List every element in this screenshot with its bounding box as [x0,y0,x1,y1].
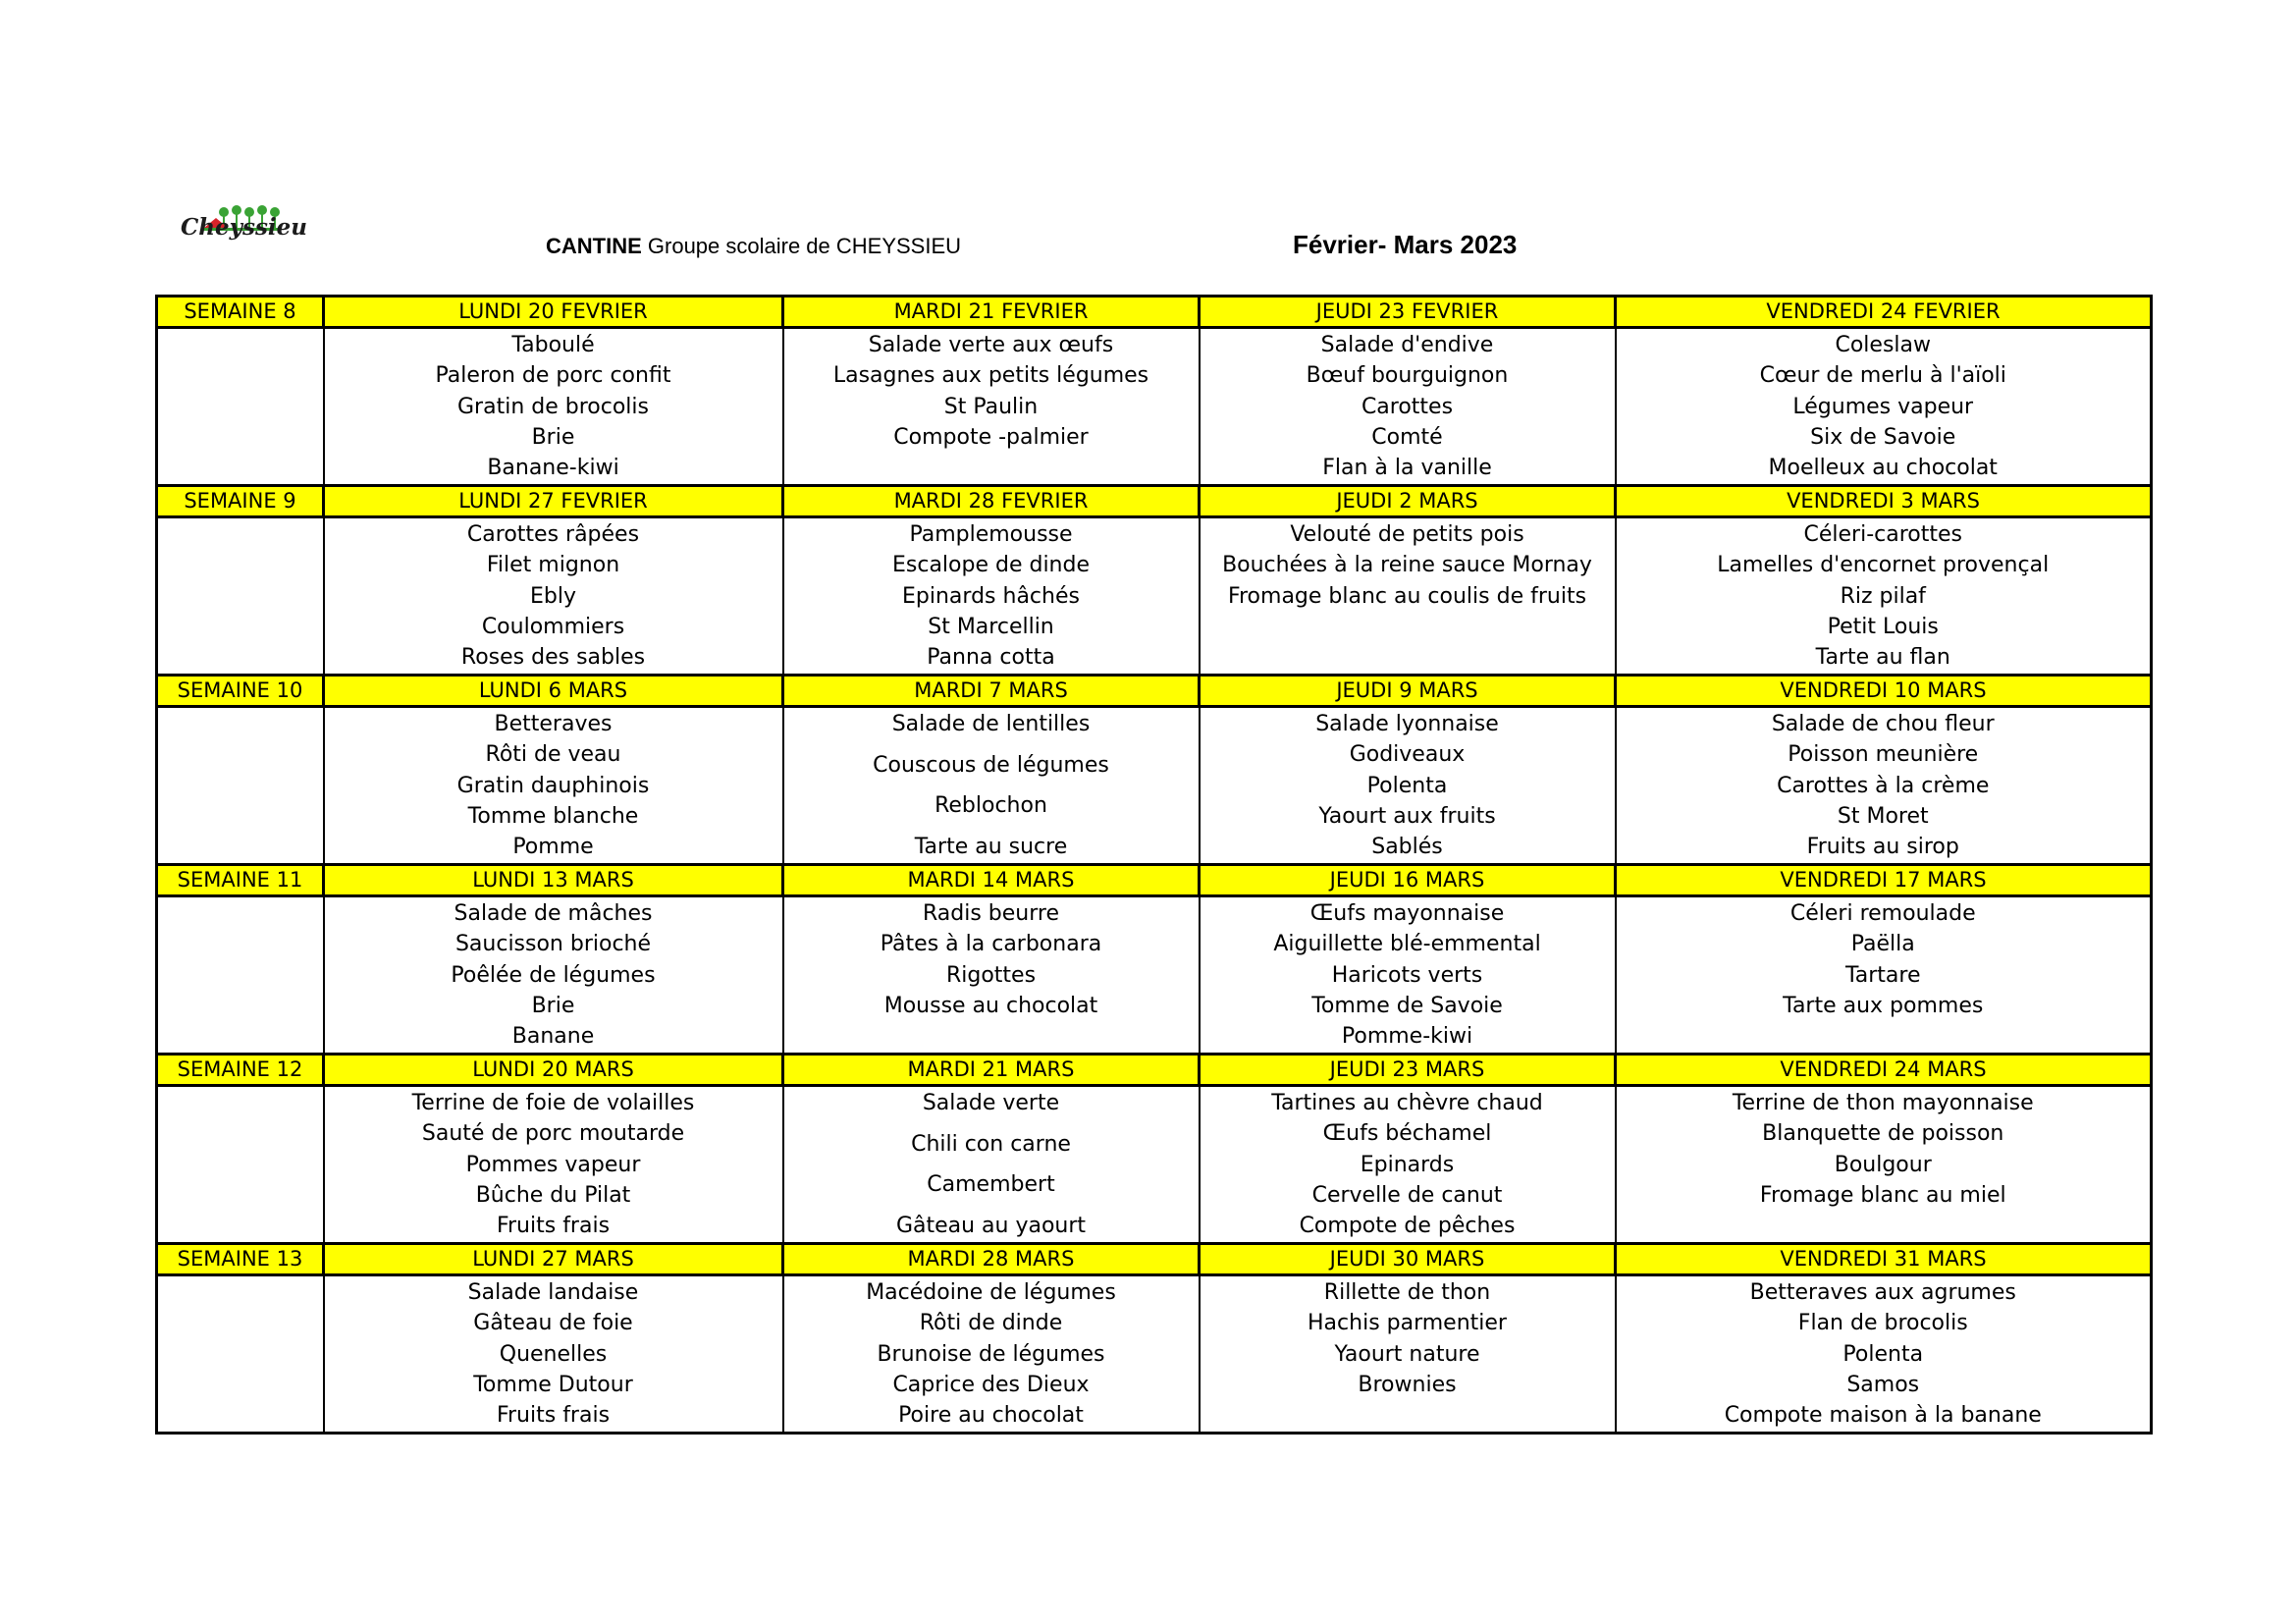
week-label: SEMAINE 13 [157,1244,324,1275]
day-header: JEUDI 9 MARS [1200,676,1616,707]
day-header: LUNDI 20 MARS [324,1055,783,1086]
dish-item: Tarte aux pommes [1783,993,1984,1018]
dish-item: Salade verte aux œufs [868,333,1114,357]
dish-item: Pomme-kiwi [1341,1024,1473,1049]
week-header-row [157,865,2152,896]
day-header: LUNDI 6 MARS [324,676,783,707]
dish-item: Tarte au flan [1815,645,1950,670]
dish-item: Roses des sables [460,645,646,670]
week-label: SEMAINE 11 [157,865,324,896]
dish-item: Taboulé [511,333,595,357]
day-header: JEUDI 2 MARS [1200,486,1616,517]
dish-list [325,329,782,484]
dish-item: Œufs mayonnaise [1309,901,1505,926]
dish-item: Brunoise de légumes [877,1341,1105,1367]
day-menu-cell [1616,1275,2152,1434]
dish-item: Flan à la vanille [1322,456,1492,480]
dish-item: Tomme de Savoie [1311,993,1503,1018]
day-menu-cell [324,1275,783,1434]
day-menu-cell [783,517,1200,676]
dish-item: Salade d'endive [1320,333,1494,357]
dish-item: Brie [531,993,575,1018]
dish-item: Cœur de merlu à l'aïoli [1759,363,2006,389]
day-menu-cell [1200,896,1616,1055]
dish-item: Hachis parmentier [1308,1311,1507,1336]
dish-item: Haricots verts [1331,962,1483,988]
dish-item: Poire au chocolat [898,1403,1084,1428]
week-header-row [157,1055,2152,1086]
dish-item: Caprice des Dieux [892,1372,1090,1397]
dish-item: Quenelles [499,1341,608,1367]
dish-list [784,708,1199,863]
week-header-row [157,676,2152,707]
day-header: JEUDI 23 FEVRIER [1200,297,1616,328]
day-header: MARDI 7 MARS [783,676,1200,707]
dish-item: Riz pilaf [1840,583,1926,609]
dish-item: Paëlla [1850,932,1915,957]
week-menu-row [157,328,2152,486]
day-header: LUNDI 20 FEVRIER [324,297,783,328]
dish-item: Brie [531,424,575,450]
dish-item: Salade de lentilles [891,712,1091,736]
dish-item: Coulommiers [481,614,625,639]
dish-item: Sablés [1371,835,1443,859]
day-menu-cell [1616,896,2152,1055]
dish-item: Fruits frais [496,1403,611,1428]
day-header: VENDREDI 24 FEVRIER [1616,297,2152,328]
dish-list [325,708,782,863]
dish-item: Ebly [530,583,576,609]
day-menu-cell [783,1275,1200,1434]
dish-item: Yaourt nature [1334,1341,1480,1367]
dish-list [325,1276,782,1432]
week-menu-row [157,707,2152,865]
dish-item: Chili con carne [911,1131,1071,1157]
dish-item: Gâteau au yaourt [895,1213,1087,1238]
dish-item: Fromage blanc au coulis de fruits [1227,583,1587,609]
dish-list [325,897,782,1053]
day-header: JEUDI 23 MARS [1200,1055,1616,1086]
dish-item: Pommes vapeur [465,1152,641,1177]
day-menu-cell [1616,707,2152,865]
dish-item: Bœuf bourguignon [1306,363,1509,389]
dish-item: Compote -palmier [893,424,1089,450]
week-header-row [157,297,2152,328]
dish-list [784,897,1199,1053]
dish-item: Rôti de veau [485,742,621,768]
dish-item: Flan de brocolis [1797,1311,1968,1336]
dish-item: Epinards hâchés [902,583,1080,609]
dish-list [1201,1087,1615,1242]
dish-item: Tomme Dutour [473,1372,633,1397]
dish-item: Banane [511,1024,595,1049]
day-menu-cell [324,328,783,486]
week-spacer-cell [157,517,324,676]
day-menu-cell [1200,707,1616,865]
week-spacer-cell [157,896,324,1055]
week-label: SEMAINE 9 [157,486,324,517]
dish-item: Légumes vapeur [1792,394,1974,419]
dish-item: Lamelles d'encornet provençal [1717,553,2050,578]
dish-item: Polenta [1366,773,1448,798]
dish-item: Carottes à la crème [1777,773,1990,798]
dish-item: Céleri-carottes [1803,522,1962,547]
day-header: MARDI 28 FEVRIER [783,486,1200,517]
day-menu-cell [1200,328,1616,486]
day-menu-cell [1200,1275,1616,1434]
dish-item: Poisson meunière [1788,742,1979,768]
dish-item: Velouté de petits pois [1290,522,1524,547]
day-header: LUNDI 13 MARS [324,865,783,896]
dish-item [1201,643,1615,673]
dish-item: Fruits frais [496,1214,611,1238]
dish-list [1617,897,2151,1053]
dish-item: Filet mignon [486,553,620,578]
dish-item: Salade landaise [467,1280,639,1305]
dish-item: Salade de mâches [454,901,653,926]
dish-item [1617,1022,2151,1052]
dish-item: Reblochon [934,793,1047,819]
day-header: VENDREDI 10 MARS [1616,676,2152,707]
dish-item: Tartines au chèvre chaud [1271,1091,1543,1115]
dish-item: Pamplemousse [909,522,1073,547]
day-header: MARDI 21 FEVRIER [783,297,1200,328]
dish-item: Brownies [1358,1372,1457,1397]
dish-item [1617,1212,2151,1241]
week-spacer-cell [157,1275,324,1434]
dish-item: Céleri remoulade [1789,901,1976,926]
dish-item: Epinards [1360,1152,1455,1177]
week-label: SEMAINE 8 [157,297,324,328]
menu-table [155,295,2153,1435]
dish-list [1201,897,1615,1053]
dish-list [1617,1276,2151,1432]
week-label: SEMAINE 10 [157,676,324,707]
dish-item: Fruits au sirop [1806,835,1959,859]
dish-item: St Moret [1837,803,1929,829]
dish-item: Sauté de porc moutarde [421,1121,685,1147]
dish-item: Pâtes à la carbonara [880,932,1102,957]
dish-item: Coleslaw [1835,333,1932,357]
day-menu-cell [324,1086,783,1244]
week-header-row [157,486,2152,517]
dish-list [325,1087,782,1242]
dish-item: Radis beurre [922,901,1059,926]
dish-item: Lasagnes aux petits légumes [832,363,1149,389]
day-header: VENDREDI 17 MARS [1616,865,2152,896]
dish-item: Betteraves [494,712,613,736]
dish-item: Six de Savoie [1810,424,1956,450]
dish-item: Salade verte [922,1091,1060,1115]
week-spacer-cell [157,328,324,486]
dish-item: Saucisson brioché [454,932,652,957]
dish-item: Mousse au chocolat [883,993,1098,1018]
dish-list [1201,518,1615,674]
dish-item: Escalope de dinde [891,553,1091,578]
dish-item: Tomme blanche [467,803,639,829]
dish-list [325,518,782,674]
day-header: JEUDI 16 MARS [1200,865,1616,896]
day-menu-cell [783,707,1200,865]
dish-item: Camembert [927,1172,1055,1198]
school-label: Groupe scolaire de CHEYSSIEU [641,234,962,258]
day-menu-cell [783,896,1200,1055]
dish-item: Macédoine de légumes [866,1280,1116,1305]
dish-item [1201,613,1615,642]
dish-item: Rôti de dinde [919,1311,1063,1336]
dish-item: Salade de chou fleur [1771,712,1995,736]
dish-item: Pomme [512,835,594,859]
dish-item: Salade lyonnaise [1315,712,1499,736]
dish-item: Couscous de légumes [873,752,1109,778]
dish-item: Samos [1846,1372,1920,1397]
dish-item: Terrine de thon mayonnaise [1732,1091,2034,1115]
dish-item: Petit Louis [1827,614,1939,639]
dish-item: Comté [1371,424,1443,450]
day-header: VENDREDI 3 MARS [1616,486,2152,517]
day-menu-cell [1616,1086,2152,1244]
dish-item: Aiguillette blé-emmental [1273,932,1541,957]
day-menu-cell [324,896,783,1055]
dish-item: Yaourt aux fruits [1318,803,1496,829]
cheyssieu-logo [175,200,306,261]
week-menu-row [157,1086,2152,1244]
week-menu-row [157,1275,2152,1434]
dish-list [1617,708,2151,863]
dish-item: Bouchées à la reine sauce Mornay [1222,553,1592,578]
day-header: VENDREDI 24 MARS [1616,1055,2152,1086]
dish-item: Terrine de foie de volailles [411,1091,695,1115]
dish-list [784,1087,1199,1242]
dish-item: Rillette de thon [1323,1280,1491,1305]
dish-list [1617,518,2151,674]
dish-item: Poêlée de légumes [451,962,656,988]
day-menu-cell [783,328,1200,486]
cantine-title [546,234,961,259]
day-header: LUNDI 27 FEVRIER [324,486,783,517]
day-header: JEUDI 30 MARS [1200,1244,1616,1275]
dish-item: St Marcellin [928,614,1054,639]
dish-item: Moelleux au chocolat [1768,456,1998,480]
dish-list [1201,708,1615,863]
dish-item: Cervelle de canut [1311,1182,1503,1208]
dish-item: Polenta [1842,1341,1924,1367]
dish-item [784,454,1199,483]
day-header: MARDI 21 MARS [783,1055,1200,1086]
dish-list [784,329,1199,484]
dish-item: Carottes [1361,394,1454,419]
logo-text: Cheyssieu [181,214,308,241]
dish-item: Panna cotta [927,645,1055,670]
day-menu-cell [1200,517,1616,676]
dish-item: Fromage blanc au miel [1759,1182,2006,1208]
day-header: MARDI 14 MARS [783,865,1200,896]
dish-item: St Paulin [943,394,1039,419]
week-spacer-cell [157,707,324,865]
dish-item: Banane-kiwi [487,456,619,480]
dish-item: Bûche du Pilat [475,1182,631,1208]
day-header: LUNDI 27 MARS [324,1244,783,1275]
week-menu-row [157,896,2152,1055]
day-menu-cell [324,707,783,865]
dish-list [784,518,1199,674]
dish-item: Gratin dauphinois [456,773,650,798]
dish-item: Paleron de porc confit [435,363,671,389]
dish-item: Tartare [1844,962,1921,988]
day-header: VENDREDI 31 MARS [1616,1244,2152,1275]
day-menu-cell [324,517,783,676]
dish-list [784,1276,1199,1432]
dish-item: Blanquette de poisson [1762,1121,2004,1147]
week-label: SEMAINE 12 [157,1055,324,1086]
dish-item: Carottes râpées [466,522,640,547]
week-spacer-cell [157,1086,324,1244]
dish-item [784,1022,1199,1052]
dish-item: Rigottes [945,962,1037,988]
cantine-label: CANTINE [546,234,642,258]
dish-item: Godiveaux [1349,742,1466,768]
week-menu-row [157,517,2152,676]
dish-list [1201,329,1615,484]
day-menu-cell [1616,517,2152,676]
dish-item: Betteraves aux agrumes [1749,1280,2016,1305]
dish-list [1617,1087,2151,1242]
dish-item: Gâteau de foie [473,1311,633,1336]
day-menu-cell [1200,1086,1616,1244]
dish-item [1201,1401,1615,1431]
dish-item: Gratin de brocolis [457,394,649,419]
dish-item: Tarte au sucre [914,834,1068,859]
day-menu-cell [1616,328,2152,486]
day-menu-cell [783,1086,1200,1244]
dish-list [1617,329,2151,484]
dish-item: Compote maison à la banane [1724,1403,2042,1428]
dish-item: Boulgour [1834,1152,1932,1177]
dish-item: Compote de pêches [1299,1214,1516,1238]
period-title: Février- Mars 2023 [1293,230,1518,259]
dish-item: Œufs béchamel [1322,1121,1492,1147]
day-header: MARDI 28 MARS [783,1244,1200,1275]
week-header-row [157,1244,2152,1275]
dish-list [1201,1276,1615,1432]
